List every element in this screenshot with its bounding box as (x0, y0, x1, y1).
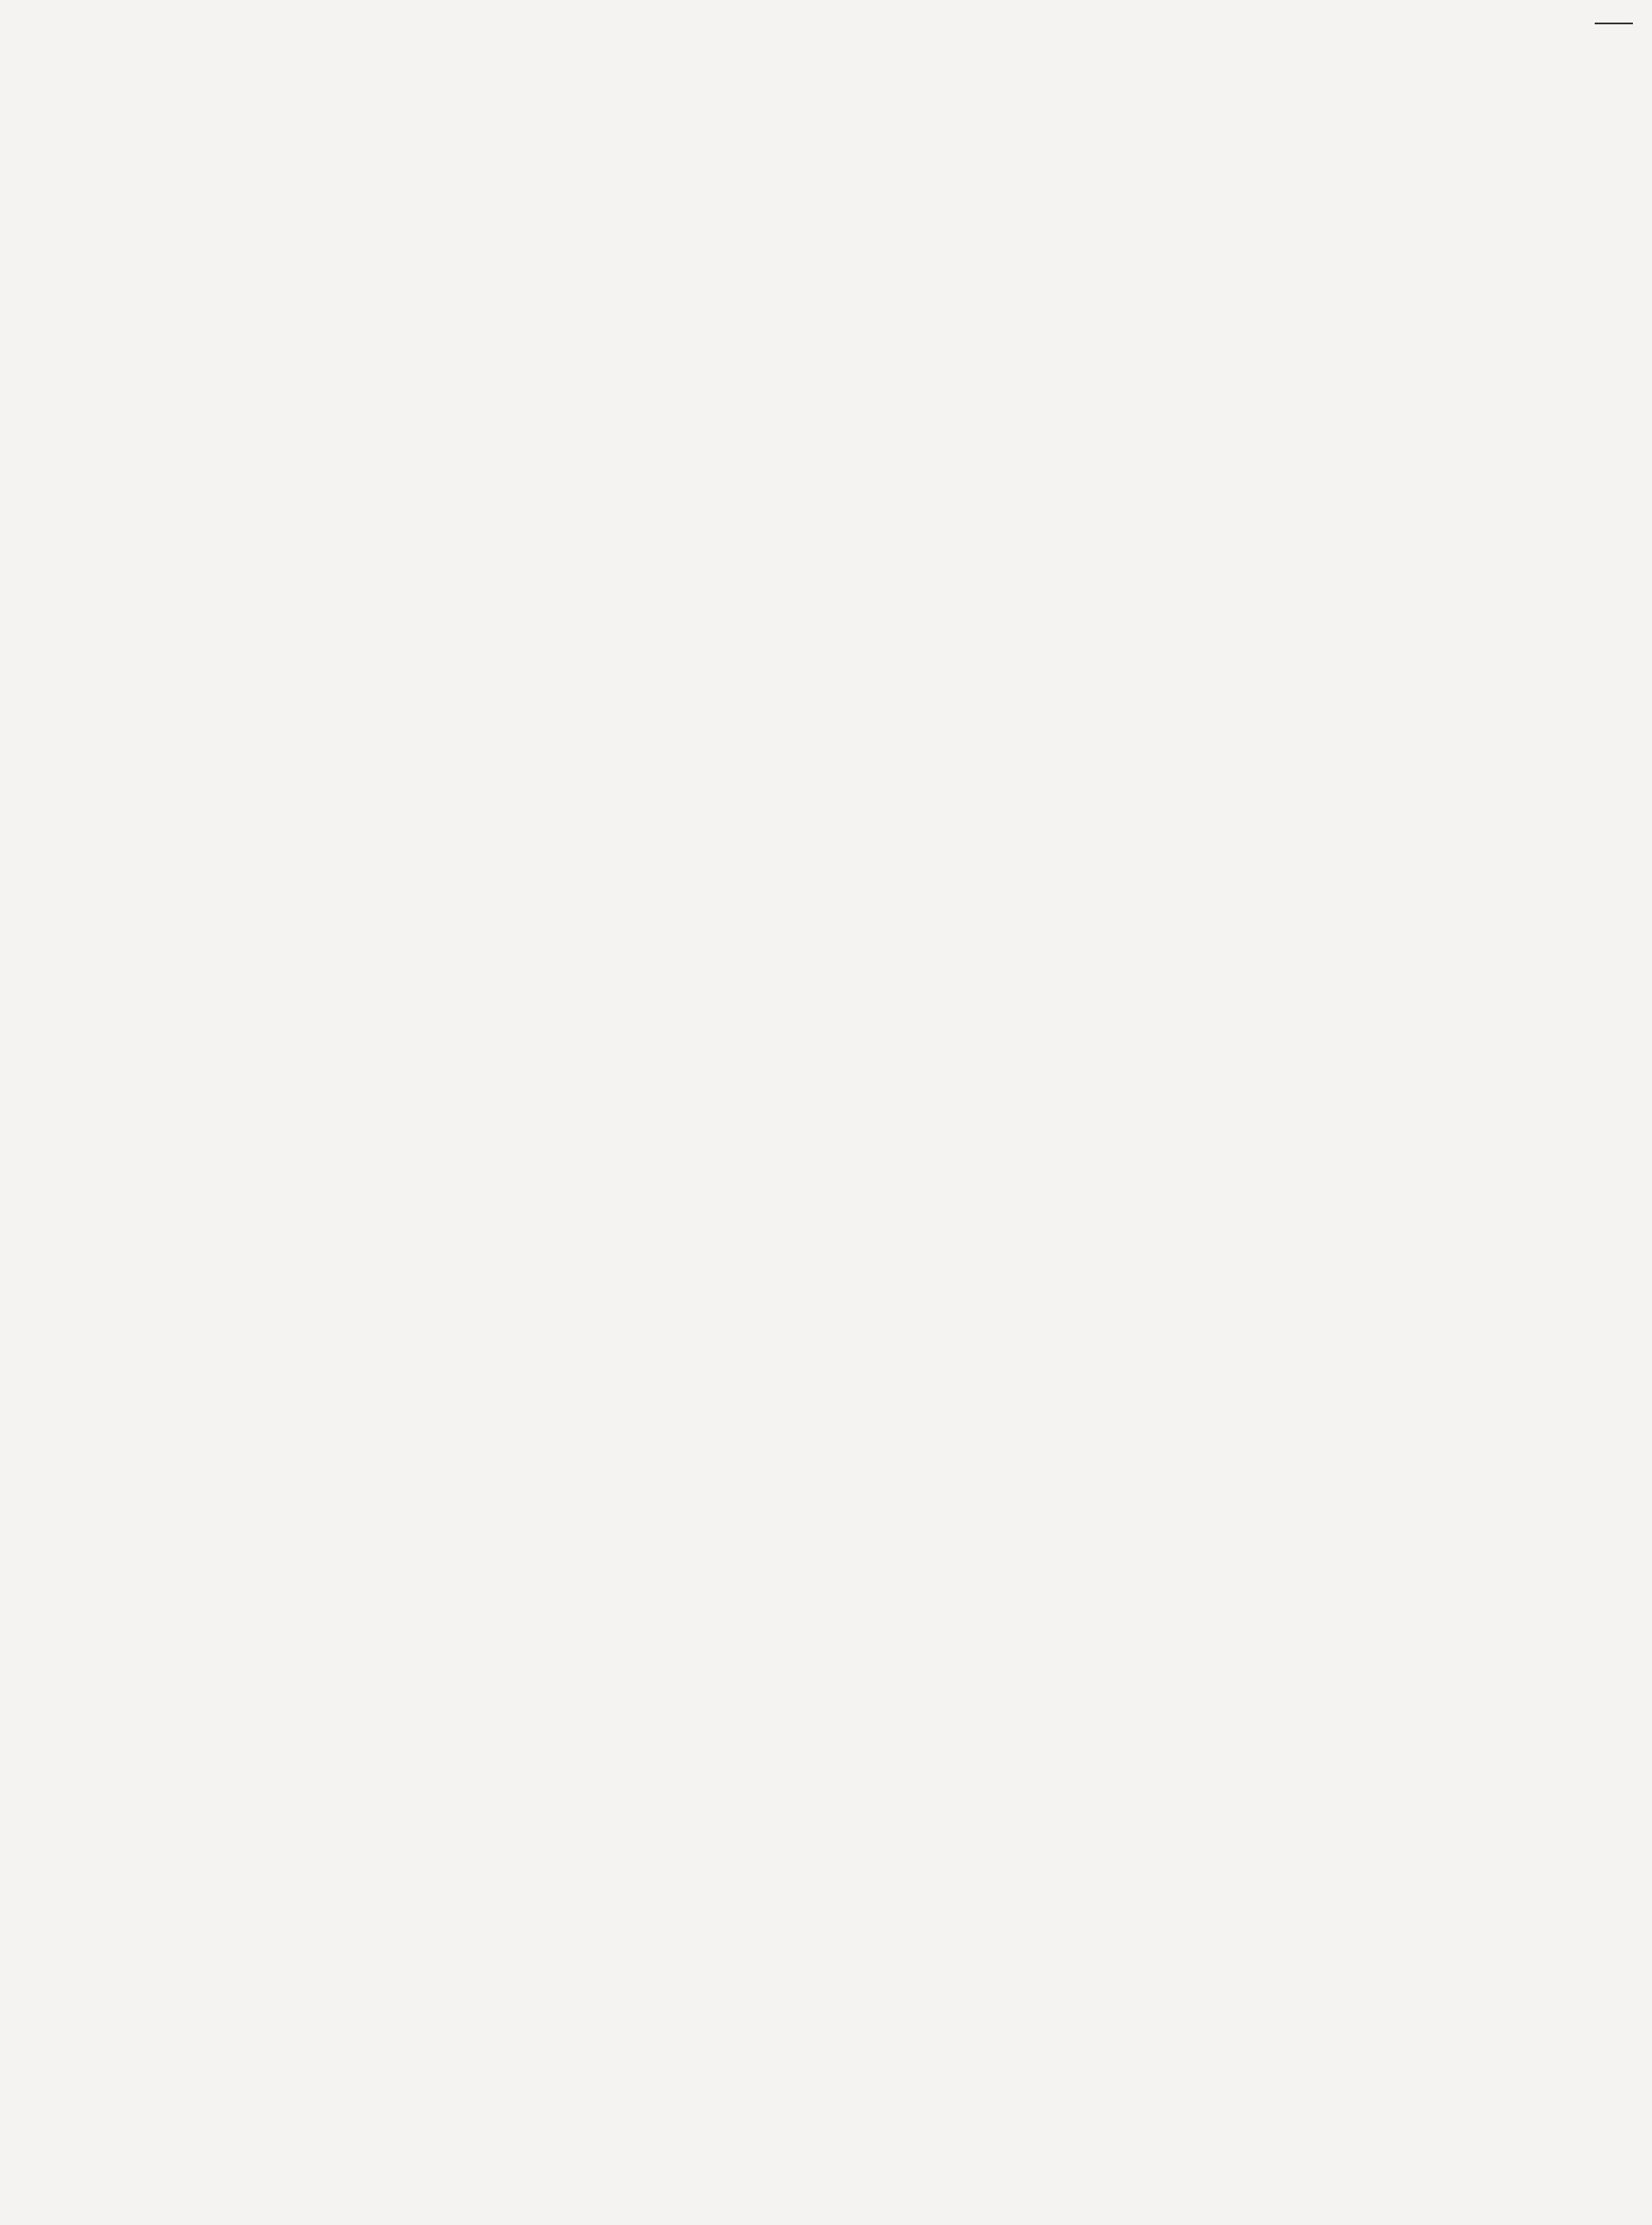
corner-mark (1595, 23, 1633, 24)
